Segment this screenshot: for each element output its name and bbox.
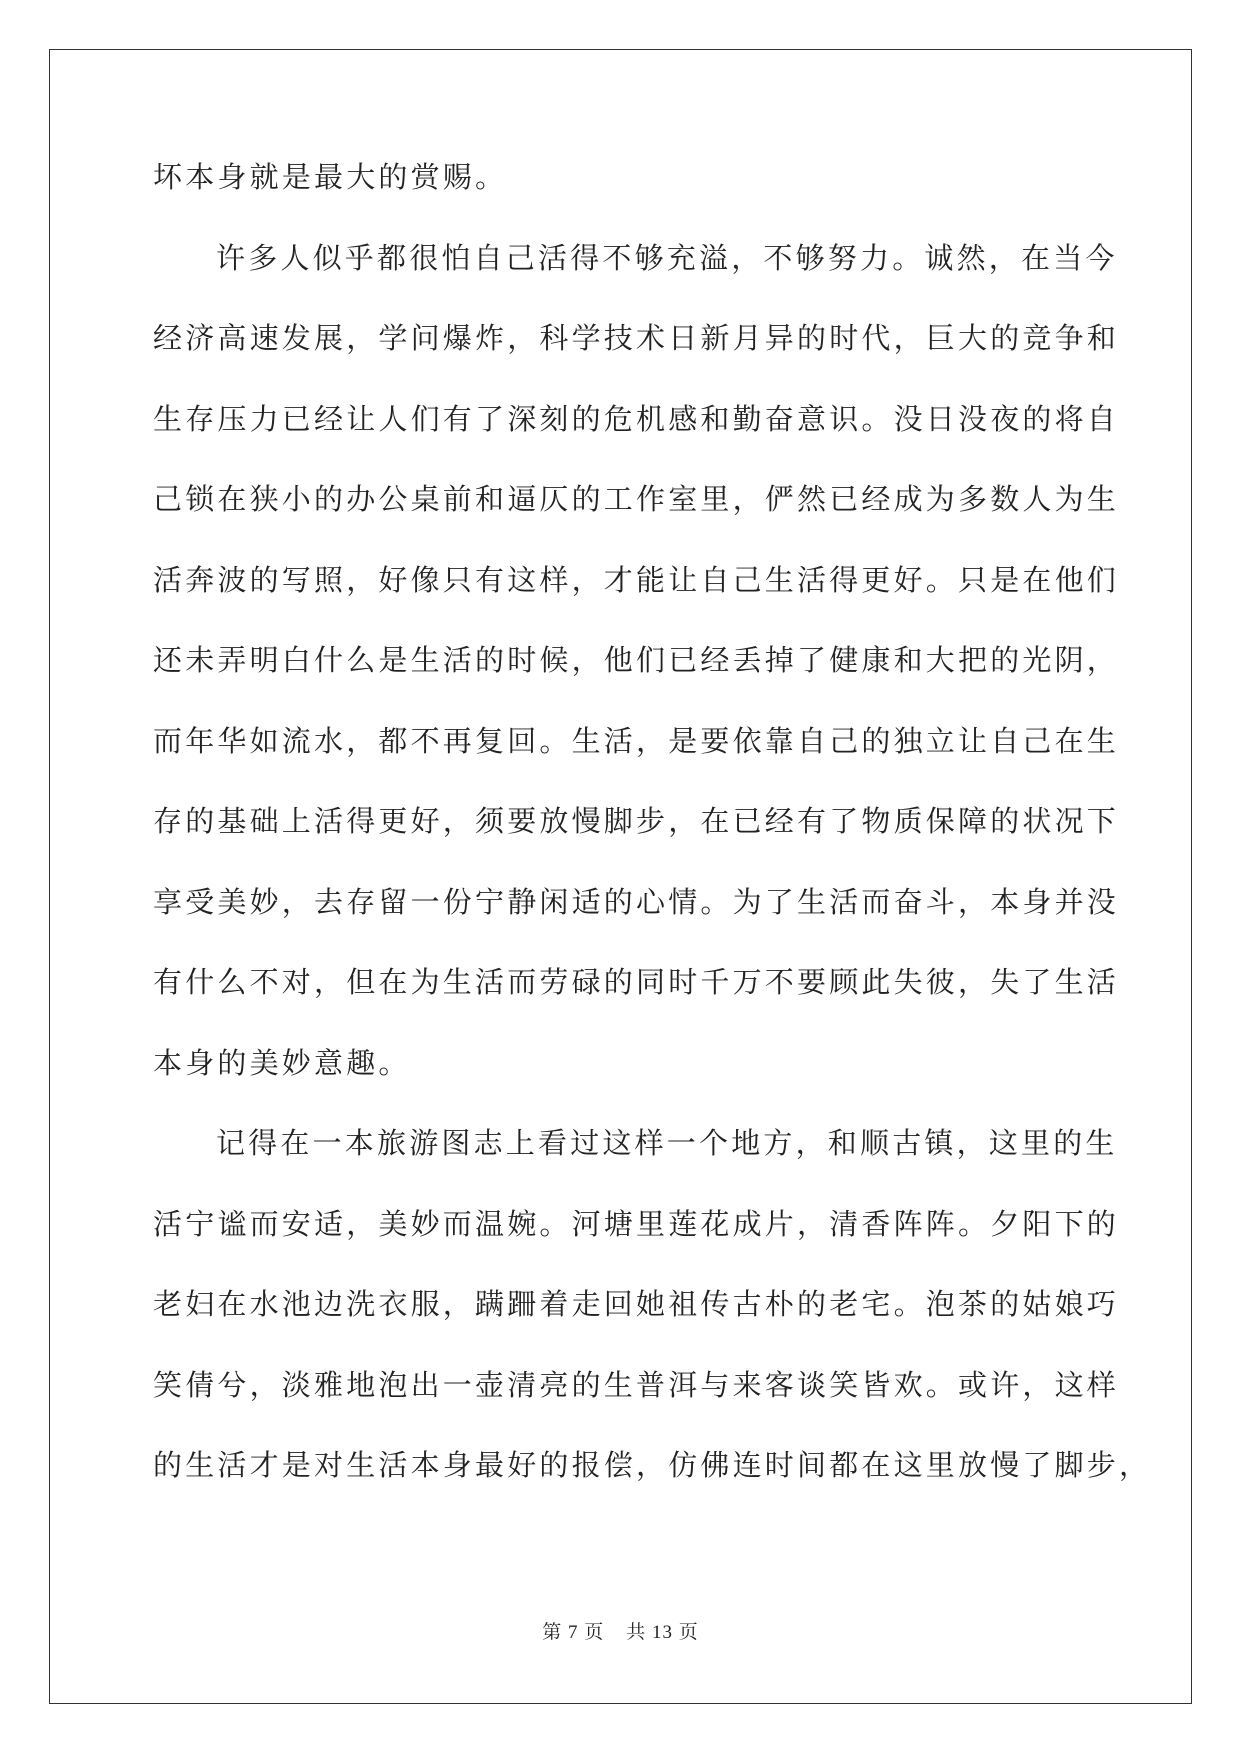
- text-line: 存的基础上活得更好，须要放慢脚步，在已经有了物质保障的状况下: [153, 804, 1120, 838]
- page-total: 共 13 页: [626, 1622, 699, 1643]
- page-number: 第 7 页: [542, 1622, 605, 1643]
- text-line: 本身的美妙意趣。: [153, 1045, 411, 1080]
- text-line: 老妇在水池边洗衣服，蹒跚着走回她祖传古朴的老宅。泡茶的姑娘巧: [153, 1287, 1120, 1321]
- text-line: 坏本身就是最大的赏赐。: [153, 160, 508, 194]
- text-line: 还未弄明白什么是生活的时候，他们已经丢掉了健康和大把的光阴，: [153, 643, 1120, 677]
- text-line: 经济高速发展，学问爆炸，科学技术日新月异的时代，巨大的竞争和: [153, 321, 1120, 355]
- text-line: 许多人似乎都很怕自己活得不够充溢，不够努力。诚然，在当今: [216, 240, 1118, 275]
- text-line: 己锁在狭小的办公桌前和逼仄的工作室里，俨然已经成为多数人为生: [153, 482, 1120, 516]
- text-line: 有什么不对，但在为生活而劳碌的同时千万不要顾此失彼，失了生活: [153, 965, 1120, 999]
- text-line: 而年华如流水，都不再复回。生活，是要依靠自己的独立让自己在生: [153, 723, 1120, 758]
- text-line: 生存压力已经让人们有了深刻的危机感和勤奋意识。没日没夜的将自: [153, 401, 1120, 436]
- text-line: 享受美妙，去存留一份宁静闲适的心情。为了生活而奋斗，本身并没: [153, 884, 1120, 919]
- text-line: 笑倩兮，淡雅地泡出一壶清亮的生普洱与来客谈笑皆欢。或许，这样: [153, 1367, 1120, 1402]
- page-footer: [0, 1617, 1241, 1644]
- text-line: 活宁谧而安适，美妙而温婉。河塘里莲花成片，清香阵阵。夕阳下的: [153, 1206, 1120, 1241]
- text-line: 活奔波的写照，好像只有这样，才能让自己生活得更好。只是在他们: [153, 562, 1120, 597]
- text-line: 的生活才是对生活本身最好的报偿，仿佛连时间都在这里放慢了脚步，: [153, 1448, 1152, 1482]
- text-line: 记得在一本旅游图志上看过这样一个地方，和顺古镇，这里的生: [216, 1126, 1118, 1160]
- document-body: [153, 157, 1152, 1526]
